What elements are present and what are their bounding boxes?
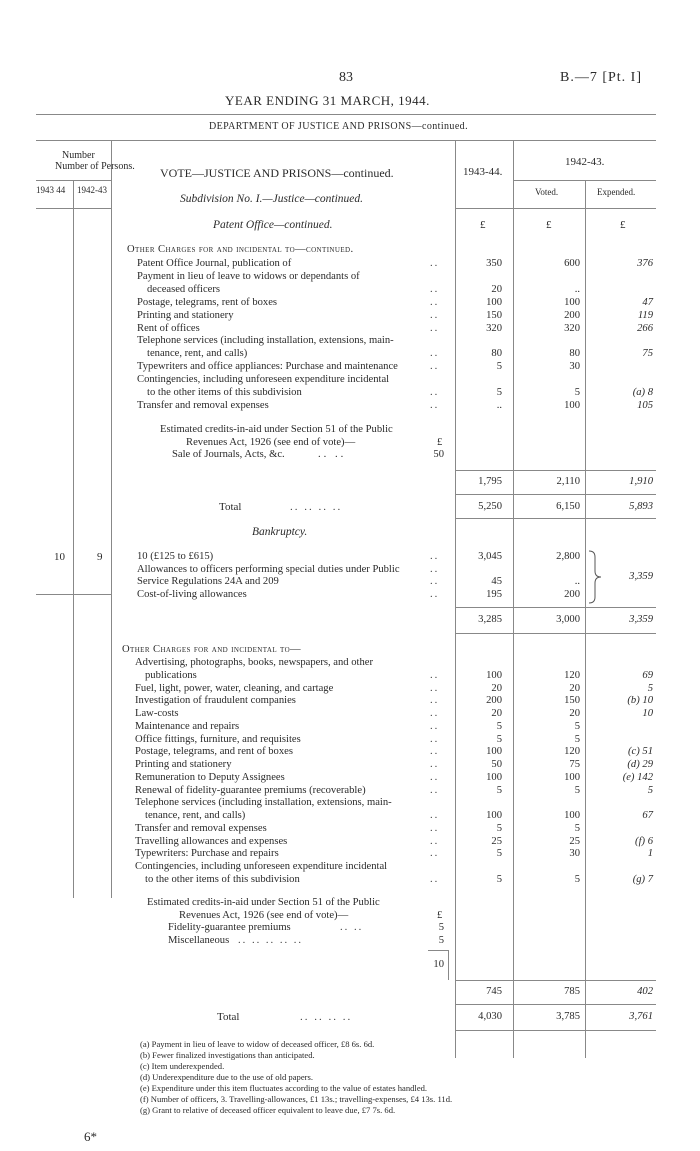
table-top-rule [36, 140, 656, 141]
salary-item-dots: .. [430, 551, 440, 562]
bankruptcy-item-expended: (g) 7 [632, 873, 653, 885]
patent-item-dots: .. [430, 322, 440, 334]
bank-credits-vrule [448, 950, 449, 980]
year-title: YEAR ENDING 31 MARCH, 1944. [225, 93, 430, 108]
patent-total-bottom-rule [455, 518, 656, 519]
patent-item-voted: 80 [569, 348, 580, 360]
bankruptcy-item-expended: 67 [642, 810, 653, 821]
salary-item-1943: 45 [491, 576, 502, 588]
patent-item-expended: (a) 8 [632, 387, 653, 398]
bank-credits-line1: Estimated credits-in-aid under Section 51 of the Public [147, 897, 380, 908]
bankruptcy-item-label: publications [145, 669, 197, 681]
patent-item-voted: 5 [574, 387, 580, 398]
expended-left-divider [585, 180, 586, 1058]
patent-total-voted: 6,150 [556, 501, 580, 512]
bankruptcy-item-label: Investigation of fraudulent companies [135, 695, 296, 707]
footnote-g: (g) Grant to relative of deceased officer equivalent to leave due, £7 7s. 6d. [140, 1105, 396, 1115]
bankruptcy-item-1943: 20 [491, 708, 502, 719]
bank-total-voted: 3,785 [556, 1011, 580, 1022]
bankruptcy-item-1943: 5 [496, 784, 502, 796]
bank-credits-total: 10 [433, 959, 444, 970]
salary-item-label: Cost-of-living allowances [137, 588, 247, 600]
bank-total-dots: .. .. .. .. [300, 1011, 353, 1023]
bankruptcy-item-voted: 5 [574, 873, 580, 885]
patent-item-1943: 80 [491, 348, 502, 360]
currency-expended: £ [620, 219, 626, 231]
bankruptcy-item-dots: .. [430, 771, 440, 783]
patent-item-label: tenance, rent, and calls) [147, 348, 248, 360]
bankruptcy-item-dots: .. [430, 708, 440, 719]
patent-subtotal-rule [455, 470, 656, 471]
patent-item-expended: 266 [637, 322, 653, 334]
patent-item-label: Typewriters and office appliances: Purchase and maintenance [137, 361, 398, 373]
bankruptcy-item-voted: 150 [564, 695, 580, 707]
patent-item-label: Patent Office Journal, publication of [137, 258, 292, 269]
patent-item-dots: .. [430, 309, 440, 321]
patent-total-expended: 5,893 [629, 501, 653, 512]
patent-other-charges-heading: Other Charges for and incidental to—continued. [127, 244, 354, 255]
bankruptcy-item-voted: 75 [569, 759, 580, 770]
salary-item-1943: 3,045 [478, 551, 502, 562]
patent-item-voted: 320 [564, 322, 580, 334]
patent-item-label: Printing and stationery [137, 309, 234, 321]
voted-header-rule [513, 180, 656, 181]
bankruptcy-persons-1942: 9 [97, 551, 103, 563]
bankruptcy-other-charges-heading: Other Charges for and incidental to— [122, 644, 302, 655]
subdivision-title: Subdivision No. I.—Justice—continued. [180, 193, 364, 205]
salary-item-voted: 2,800 [556, 551, 580, 562]
salary-subtotal-rule [455, 607, 656, 608]
footnote-f: (f) Number of officers, 3. Travelling-allowances, £1 13s.; travelling-expenses, £4 13s. 11d. [140, 1094, 453, 1104]
bankruptcy-item-label: Law-costs [135, 708, 179, 719]
bankruptcy-item-dots: .. [430, 669, 440, 681]
bankruptcy-item-voted: 120 [564, 746, 580, 758]
patent-item-label: Contingencies, including unforeseen expenditure incidental [137, 374, 390, 386]
bank-total-label: Total [217, 1011, 240, 1023]
patent-item-dots: .. [430, 283, 440, 295]
patent-credits-line1: Estimated credits-in-aid under Section 51 of the Public [160, 424, 393, 435]
patent-office-heading: Patent Office—continued. [213, 219, 333, 231]
patent-item-1943: 5 [496, 361, 502, 373]
bank-credit-item-1: Fidelity-guarantee premiums [168, 922, 291, 933]
bank-total-1943: 4,030 [478, 1011, 502, 1022]
footnote-c: (c) Item underexpended. [140, 1061, 225, 1071]
bankruptcy-item-label: Typewriters: Purchase and repairs [135, 848, 279, 860]
footnote-a: (a) Payment in lieu of leave to widow of deceased officer, £8 6s. 6d. [140, 1039, 375, 1049]
bankruptcy-item-1943: 5 [496, 822, 502, 834]
bank-credit-dots-1: .. .. [340, 922, 364, 933]
salary-item-1943: 195 [486, 588, 502, 600]
patent-item-label: Postage, telegrams, rent of boxes [137, 296, 278, 308]
currency-1943: £ [480, 219, 486, 231]
bankruptcy-item-expended: 10 [642, 708, 653, 719]
bank-credits-line2: Revenues Act, 1926 (see end of vote)— [179, 910, 349, 921]
page-number: 83 [339, 70, 353, 85]
document-code: B.—7 [Pt. I] [560, 70, 642, 85]
bankruptcy-item-dots: .. [430, 822, 440, 834]
patent-item-voted: 100 [564, 296, 580, 308]
patent-total-rule [455, 494, 656, 495]
bank-credits-rule [428, 950, 448, 951]
patent-credits-dots: .. .. [318, 449, 347, 460]
bankruptcy-heading: Bankruptcy. [252, 526, 308, 538]
bankruptcy-item-label: tenance, rent, and calls) [145, 810, 246, 821]
salary-subtotal-expended: 3,359 [629, 614, 653, 625]
bankruptcy-item-dots: .. [430, 746, 440, 758]
patent-item-1943: .. [496, 399, 502, 411]
patent-subtotal-expended: 1,910 [629, 476, 653, 487]
col-persons-1943: 1943 44 [36, 185, 66, 195]
bankruptcy-persons-1943: 10 [54, 551, 65, 563]
bankruptcy-item-dots: .. [430, 759, 440, 770]
bankruptcy-item-1943: 50 [491, 759, 502, 770]
col-1942-left-divider [513, 140, 514, 1058]
patent-item-1943: 320 [486, 322, 502, 334]
bankruptcy-item-expended: (e) 142 [622, 771, 653, 783]
bankruptcy-item-voted: 20 [569, 708, 580, 719]
bankruptcy-item-label: Transfer and removal expenses [135, 822, 267, 834]
salary-item-voted: .. [574, 576, 580, 588]
patent-item-label: Rent of offices [137, 322, 200, 334]
bankruptcy-item-1943: 200 [486, 695, 502, 707]
bankruptcy-item-dots: .. [430, 695, 440, 707]
col-persons-1942: 1942-43 [77, 185, 107, 195]
bankruptcy-item-expended: 5 [647, 784, 653, 796]
bankruptcy-item-1943: 25 [491, 835, 502, 847]
salary-subtotal-bottom-rule [455, 633, 656, 634]
bankruptcy-item-voted: 30 [569, 848, 580, 860]
col-1943-44: 1943-44. [463, 166, 503, 178]
col-expended: Expended. [597, 187, 636, 197]
bank-total-bottom-rule [455, 1030, 656, 1031]
patent-item-expended: 376 [637, 258, 653, 269]
bankruptcy-item-label: Telephone services (including installation, extensions, main- [135, 797, 392, 809]
persons-heading: Number of Persons. [55, 161, 135, 172]
patent-credits-item: Sale of Journals, Acts, &c. [172, 449, 285, 460]
bankruptcy-item-label: Contingencies, including unforeseen expenditure incidental [135, 861, 388, 872]
bankruptcy-item-expended: (b) 10 [627, 695, 653, 707]
bankruptcy-item-label: Postage, telegrams, and rent of boxes [135, 746, 293, 758]
bankruptcy-item-expended: 69 [642, 669, 653, 681]
bank-credit-value-1: 5 [438, 922, 444, 933]
patent-total-label: Total [219, 501, 242, 513]
footnote-d: (d) Underexpenditure due to the use of old papers. [140, 1072, 314, 1082]
footnote-b: (b) Fewer finalized investigations than anticipated. [140, 1050, 315, 1060]
bankruptcy-item-expended: 5 [647, 682, 653, 694]
bank-subtotal-rule [455, 980, 656, 981]
bankruptcy-item-voted: 5 [574, 720, 580, 732]
bankruptcy-item-label: Office fittings, furniture, and requisites [135, 733, 301, 745]
salary-item-dots: .. [430, 576, 440, 588]
salary-item-label: 10 (£125 to £615) [137, 551, 214, 562]
patent-total-1943: 5,250 [478, 501, 502, 512]
salary-item-label: Service Regulations 24A and 209 [137, 576, 279, 588]
patent-item-label: Telephone services (including installation, extensions, main- [137, 335, 394, 347]
bankruptcy-item-expended: (c) 51 [628, 746, 653, 758]
persons-subheader-rule [36, 180, 111, 181]
bankruptcy-item-voted: 5 [574, 733, 580, 745]
bank-credit-item-2: Miscellaneous [168, 935, 230, 946]
bankruptcy-item-1943: 5 [496, 720, 502, 732]
amount-header-bottom [455, 208, 656, 209]
patent-item-1943: 100 [486, 296, 502, 308]
footnote-e: (e) Expenditure under this item fluctuates according to the value of estates handled. [140, 1083, 428, 1093]
bankruptcy-item-1943: 5 [496, 873, 502, 885]
patent-item-voted: 100 [564, 399, 580, 411]
salary-subtotal-voted: 3,000 [556, 614, 580, 625]
patent-subtotal-1943: 1,795 [478, 476, 502, 487]
bankruptcy-item-dots: .. [430, 720, 440, 732]
patent-item-dots: .. [430, 361, 440, 373]
bankruptcy-item-expended: 1 [647, 848, 653, 860]
patent-item-label: to the other items of this subdivision [147, 387, 302, 398]
persons-end-rule [36, 594, 111, 595]
bankruptcy-item-label: Travelling allowances and expenses [135, 835, 288, 847]
bank-credit-dots-2: .. .. .. .. .. [238, 935, 304, 946]
bankruptcy-item-label: Renewal of fidelity-guarantee premiums (recoverable) [135, 784, 366, 796]
bankruptcy-item-1943: 100 [486, 746, 502, 758]
patent-item-1943: 20 [491, 283, 502, 295]
patent-item-voted: 200 [564, 309, 580, 321]
currency-voted: £ [546, 219, 552, 231]
vote-title: VOTE—JUSTICE AND PRISONS—continued. [160, 166, 394, 180]
salary-item-dots: .. [430, 563, 440, 575]
bank-subtotal-1943: 745 [486, 986, 502, 997]
bank-credits-pound: £ [437, 910, 443, 921]
bankruptcy-item-label: Fuel, light, power, water, cleaning, and cartage [135, 682, 334, 694]
bankruptcy-item-1943: 5 [496, 733, 502, 745]
patent-item-1943: 350 [486, 258, 502, 269]
bank-subtotal-expended: 402 [637, 986, 653, 997]
bank-total-rule [455, 1004, 656, 1005]
col-voted: Voted. [535, 187, 559, 197]
patent-credits-pound: £ [437, 437, 443, 448]
bankruptcy-item-label: Advertising, photographs, books, newspapers, and other [135, 657, 374, 668]
persons-col-divider [73, 180, 74, 898]
bank-subtotal-voted: 785 [564, 986, 580, 997]
patent-item-1943: 150 [486, 309, 502, 321]
patent-item-dots: .. [430, 399, 440, 411]
patent-item-expended: 119 [637, 309, 653, 321]
bankruptcy-item-label: Maintenance and repairs [135, 720, 240, 732]
bankruptcy-item-voted: 100 [564, 810, 580, 821]
patent-item-voted: .. [574, 283, 580, 295]
bankruptcy-item-label: to the other items of this subdivision [145, 873, 300, 885]
patent-item-voted: 600 [564, 258, 580, 269]
patent-item-label: Payment in lieu of leave to widows or dependants of [137, 270, 360, 282]
salary-expended: 3,359 [629, 571, 653, 582]
bankruptcy-item-voted: 5 [574, 784, 580, 796]
bank-total-expended: 3,761 [629, 1011, 653, 1022]
patent-subtotal-voted: 2,110 [556, 476, 580, 487]
patent-credits-line2: Revenues Act, 1926 (see end of vote)— [186, 437, 356, 448]
patent-item-expended: 47 [642, 296, 653, 308]
persons-heading-number: Number [62, 150, 95, 161]
patent-item-label: deceased officers [147, 283, 221, 295]
patent-item-dots: .. [430, 296, 440, 308]
patent-item-dots: .. [430, 258, 440, 269]
bankruptcy-item-1943: 100 [486, 669, 502, 681]
bankruptcy-item-expended: (d) 29 [627, 759, 653, 770]
bankruptcy-item-voted: 25 [569, 835, 580, 847]
bankruptcy-item-1943: 100 [486, 810, 502, 821]
persons-right-divider [111, 140, 112, 898]
patent-item-expended: 75 [642, 348, 653, 360]
patent-item-dots: .. [430, 387, 440, 398]
salary-item-voted: 200 [564, 588, 580, 600]
bankruptcy-item-dots: .. [430, 733, 440, 745]
signature-mark: 6* [84, 1129, 97, 1144]
patent-credits-value: 50 [433, 449, 444, 460]
header-rule [36, 114, 656, 115]
bankruptcy-item-1943: 5 [496, 848, 502, 860]
department-title: DEPARTMENT OF JUSTICE AND PRISONS—continued. [209, 121, 468, 132]
bankruptcy-item-expended: (f) 6 [635, 835, 653, 847]
patent-total-dots: .. .. .. .. [290, 501, 343, 513]
patent-item-label: Transfer and removal expenses [137, 399, 269, 411]
bankruptcy-item-dots: .. [430, 848, 440, 860]
bankruptcy-item-voted: 100 [564, 771, 580, 783]
bankruptcy-item-dots: .. [430, 835, 440, 847]
bankruptcy-item-voted: 120 [564, 669, 580, 681]
patent-item-expended: 105 [637, 399, 653, 411]
salary-item-dots: .. [430, 588, 440, 600]
bankruptcy-item-label: Printing and stationery [135, 759, 232, 770]
bank-credit-value-2: 5 [438, 935, 444, 946]
bankruptcy-item-dots: .. [430, 810, 440, 821]
patent-item-1943: 5 [496, 387, 502, 398]
bankruptcy-item-voted: 5 [574, 822, 580, 834]
salary-subtotal-1943: 3,285 [478, 614, 502, 625]
patent-item-dots: .. [430, 348, 440, 360]
bankruptcy-item-voted: 20 [569, 682, 580, 694]
bankruptcy-item-dots: .. [430, 682, 440, 694]
persons-header-bottom [36, 208, 111, 209]
bankruptcy-item-dots: .. [430, 784, 440, 796]
col-1942-43: 1942-43. [565, 156, 605, 168]
patent-item-voted: 30 [569, 361, 580, 373]
bankruptcy-item-1943: 100 [486, 771, 502, 783]
salary-item-label: Allowances to officers performing special duties under Public [137, 563, 400, 575]
bankruptcy-item-1943: 20 [491, 682, 502, 694]
bankruptcy-item-dots: .. [430, 873, 440, 885]
bankruptcy-item-label: Remuneration to Deputy Assignees [135, 771, 285, 783]
